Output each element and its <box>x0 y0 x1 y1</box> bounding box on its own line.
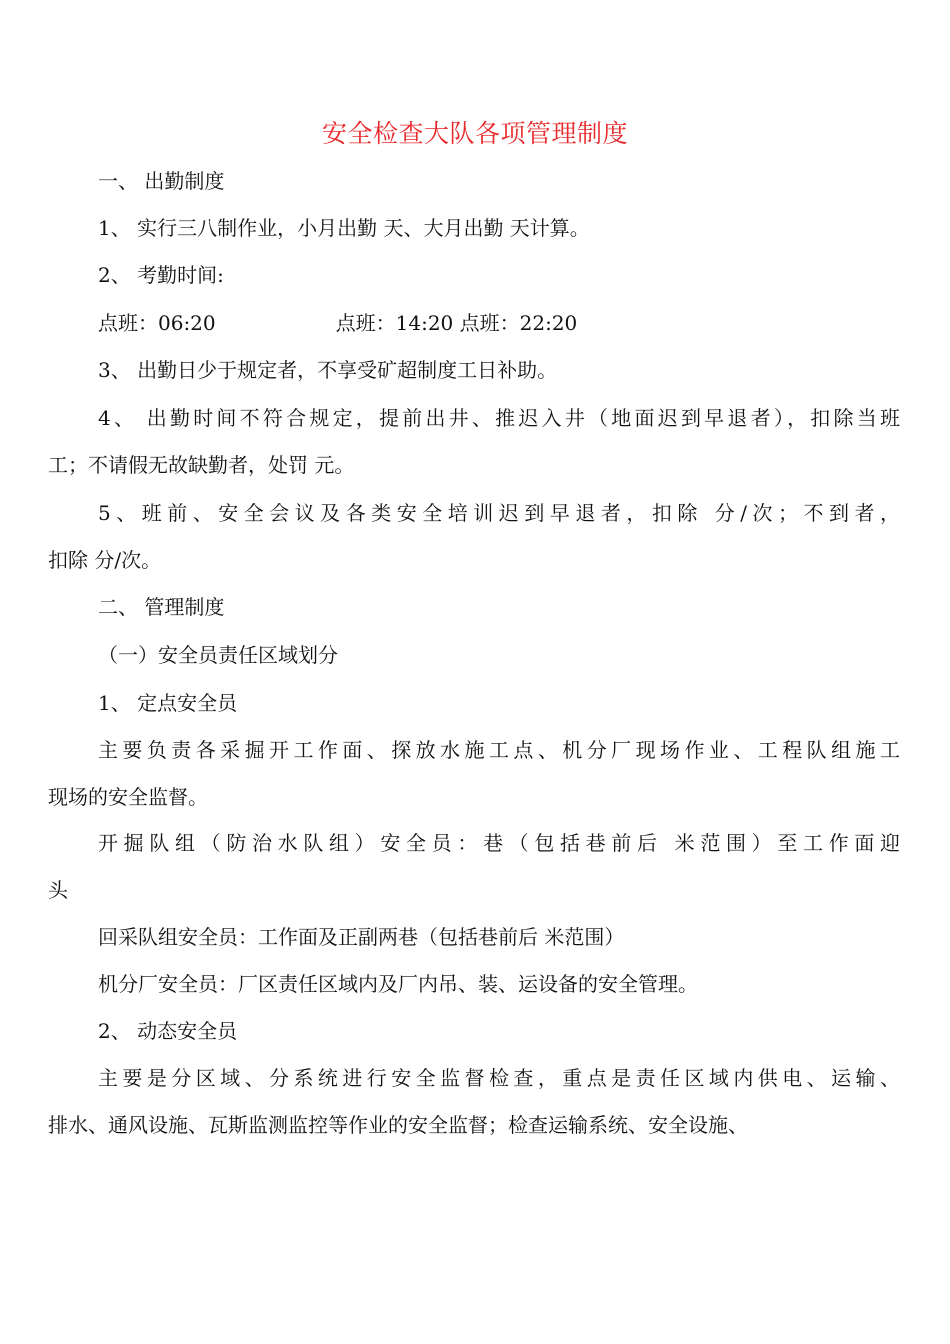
paragraph-line: 1、 实行三八制作业，小月出勤 天、大月出勤 天计算。 <box>98 216 590 240</box>
paragraph-line: 开掘队组（防治水队组）安全员：巷（包括巷前后 米范围）至工作面迎 <box>98 831 900 855</box>
paragraph-line: 主要是分区域、分系统进行安全监督检查，重点是责任区域内供电、运输、 <box>98 1066 900 1090</box>
schedule-line <box>98 308 900 338</box>
schedule-time-1: 点班：06:20 <box>98 311 216 335</box>
paragraph-line: 扣除 分/次。 <box>48 548 162 572</box>
section-heading-attendance: 一、 出勤制度 <box>98 169 225 193</box>
section-heading-management: 二、 管理制度 <box>98 595 225 619</box>
paragraph-line: 5、班前、安全会议及各类安全培训迟到早退者，扣除 分/次；不到者， <box>98 501 900 525</box>
paragraph-line: 2、 动态安全员 <box>98 1019 238 1043</box>
schedule-time-2-3: 点班：14:20 点班：22:20 <box>335 311 578 335</box>
paragraph-line: 排水、通风设施、瓦斯监测监控等作业的安全监督；检查运输系统、安全设施、 <box>48 1113 748 1137</box>
paragraph-line: 主要负责各采掘开工作面、探放水施工点、机分厂现场作业、工程队组施工 <box>98 738 900 762</box>
paragraph-line: 工；不请假无故缺勤者，处罚 元。 <box>48 453 355 477</box>
paragraph-line: 1、 定点安全员 <box>98 691 238 715</box>
subsection-heading: （一）安全员责任区域划分 <box>98 643 338 667</box>
paragraph-line: 现场的安全监督。 <box>48 785 208 809</box>
paragraph-line: 2、 考勤时间: <box>98 263 224 287</box>
paragraph-line: 3、 出勤日少于规定者，不享受矿超制度工日补助。 <box>98 358 558 382</box>
paragraph-line: 机分厂安全员：厂区责任区域内及厂内吊、装、运设备的安全管理。 <box>98 972 698 996</box>
document-title: 安全检查大队各项管理制度 <box>321 119 628 148</box>
paragraph-line: 回采队组安全员：工作面及正副两巷（包括巷前后 米范围） <box>98 925 625 949</box>
paragraph-line: 头 <box>48 878 68 902</box>
paragraph-line: 4、 出勤时间不符合规定，提前出井、推迟入井（地面迟到早退者），扣除当班 <box>98 406 900 430</box>
